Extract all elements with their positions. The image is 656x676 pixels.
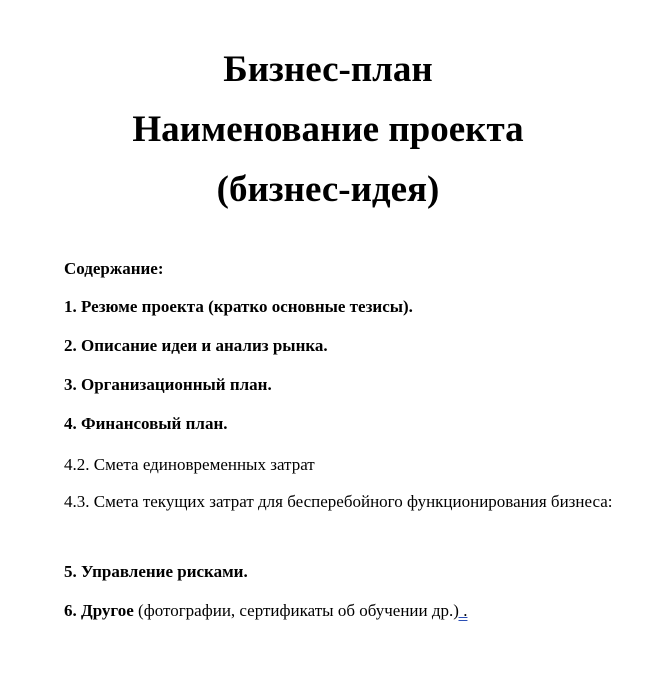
title-line-3: (бизнес-идея) (216, 169, 440, 210)
contents-item-4-2: 4.2. Смета единовременных затрат (64, 455, 315, 474)
title-line-2: Наименование проекта (132, 109, 524, 150)
contents-item-4: 4. Финансовый план. (64, 414, 228, 433)
item-6-label: 6. Другое (64, 601, 134, 620)
contents-item-3: 3. Организационный план. (64, 375, 272, 394)
contents-heading: Содержание: (64, 259, 164, 278)
contents-item-6 (64, 601, 467, 621)
item-6-text: (фотографии, сертификаты об обучении др. (133, 601, 454, 620)
title-line-1: Бизнес-план (223, 49, 433, 90)
contents-item-4-3: 4.3. Смета текущих затрат для бесперебойного функционирования бизнеса: (64, 492, 613, 511)
item-6-end: ) . (453, 601, 468, 620)
contents-item-5: 5. Управление рисками. (64, 562, 248, 581)
contents-item-2: 2. Описание идеи и анализ рынка. (64, 336, 328, 355)
contents-item-1: 1. Резюме проекта (кратко основные тезисы). (64, 297, 413, 316)
